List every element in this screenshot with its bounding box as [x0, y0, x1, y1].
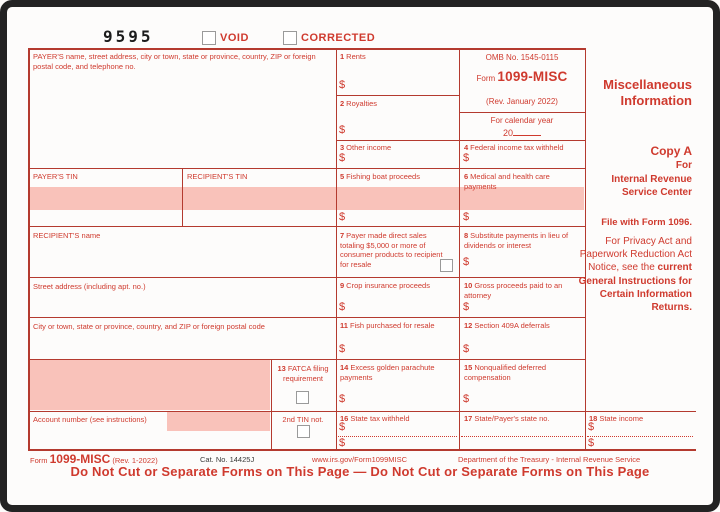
box-4-dollar-sign: $ [463, 152, 470, 164]
calendar-year-entry[interactable] [461, 126, 583, 138]
grid-line [459, 112, 585, 113]
box-5-dollar-sign: $ [339, 211, 346, 223]
box-3-label: 3 Other income [340, 143, 392, 152]
grid-line [28, 449, 696, 451]
box-1-dollar-sign: $ [339, 79, 346, 91]
box-number: 1 [340, 52, 345, 61]
footer-form-revision: (Rev. 1-2022) [112, 456, 158, 465]
box-16-dollar-sign: $ [339, 421, 346, 433]
copy-a-destination: Internal Revenue Service Center [611, 174, 692, 198]
box-10-label: 10 Gross proceeds paid to an attorney [464, 281, 563, 300]
box-12-dollar-sign: $ [463, 343, 470, 355]
box-14-dollar-sign: $ [339, 393, 346, 405]
box-4-label: 4 Federal income tax withheld [464, 143, 564, 152]
void-checkbox[interactable] [202, 31, 216, 45]
entry-dotted-line [587, 436, 693, 437]
box-2-label: 2 Royalties [340, 99, 378, 108]
form-number: 1099-MISC [497, 69, 568, 84]
grid-line [459, 48, 460, 451]
street-address-label: Street address (including apt. no.) [33, 282, 146, 291]
recipient-tin-label: RECIPIENT'S TIN [187, 172, 248, 181]
box-13-label: 13 FATCA filing requirement [277, 364, 329, 383]
city-label: City or town, state or province, country, and ZIP or foreign postal code [33, 322, 265, 331]
box-17-label: 17 State/Payer's state no. [464, 414, 550, 423]
box-8-dollar-sign: $ [463, 256, 470, 268]
box-11-label: 11 Fish purchased for resale [340, 321, 435, 330]
box-15-dollar-sign: $ [463, 393, 470, 405]
box-number: 2 [340, 99, 345, 108]
print-control-code: 9595 [103, 27, 154, 46]
grid-line [271, 359, 272, 451]
privacy-notice [576, 235, 692, 314]
copy-a-label: Copy A [650, 144, 692, 158]
entry-dotted-line [461, 436, 583, 437]
grid-line [28, 277, 586, 278]
irs-url: www.irs.gov/Form1099MISC [312, 455, 408, 464]
payer-info-label: PAYER'S name, street address, city or town, state or province, country, ZIP or foreign postal code, and telephone no. [33, 52, 316, 71]
grid-line [28, 48, 586, 50]
year-prefix: 20 [502, 128, 513, 138]
grid-line [336, 48, 337, 451]
calendar-year-label: For calendar year [490, 116, 554, 125]
entry-dotted-line [338, 436, 457, 437]
box-16-label: 16 State tax withheld [340, 414, 410, 423]
grid-line [28, 317, 586, 318]
form-word: Form [476, 74, 496, 83]
void-label: VOID [220, 32, 249, 44]
box-12-label: 12 Section 409A deferrals [464, 321, 550, 330]
account-number-shaded-field[interactable] [167, 412, 270, 431]
grid-line [336, 140, 585, 141]
shaded-block-lower-left[interactable] [29, 360, 270, 410]
box-7-checkbox[interactable] [440, 259, 453, 272]
privacy-notice-bold: current General Instructions for Certain Information Returns. [578, 262, 692, 314]
account-number-label: Account number (see instructions) [33, 415, 147, 424]
form-number-heading [461, 69, 583, 84]
box-15-label: 15 Nonqualified deferred compensation [464, 363, 547, 382]
grid-line [28, 411, 696, 412]
box-11-dollar-sign: $ [339, 343, 346, 355]
grid-line [28, 226, 586, 227]
box-8-label: 8 Substitute payments in lieu of dividends or interest [464, 231, 569, 250]
second-tin-checkbox[interactable] [297, 425, 310, 438]
fatca-checkbox[interactable] [296, 391, 309, 404]
corrected-label: CORRECTED [301, 32, 376, 44]
box-5-label: 5 Fishing boat proceeds [340, 172, 420, 181]
second-tin-label: 2nd TIN not. [282, 415, 324, 424]
box-6-dollar-sign: $ [463, 211, 470, 223]
footer-form-word: Form [30, 456, 48, 465]
privacy-notice-normal: For Privacy Act and Paperwork Reduction Act Notice, see the [579, 236, 692, 274]
corrected-checkbox[interactable] [283, 31, 297, 45]
box-7-label: 7 Payer made direct sales totaling $5,000 or more of consumer products to recipient for resale [340, 231, 443, 269]
treasury-label: Department of the Treasury - Internal Revenue Service [458, 455, 641, 464]
footer-form-number: 1099-MISC [49, 452, 111, 466]
file-with-form-1096: File with Form 1096. [601, 217, 692, 228]
grid-line [336, 95, 459, 96]
catalog-number: Cat. No. 14425J [200, 455, 255, 464]
year-blank-line[interactable] [513, 126, 541, 136]
box-1-label: 1 Rents [340, 52, 366, 61]
form-title: Miscellaneous Information [603, 77, 692, 108]
box-3-dollar-sign: $ [339, 152, 346, 164]
box-18-dollar-sign-2: $ [588, 437, 595, 449]
copy-a-for: For [675, 160, 692, 171]
box-9-dollar-sign: $ [339, 301, 346, 313]
box-2-dollar-sign: $ [339, 124, 346, 136]
box-10-dollar-sign: $ [463, 301, 470, 313]
box-6-label: 6 Medical and health care payments [464, 172, 550, 191]
grid-line [182, 168, 183, 226]
box-18-dollar-sign: $ [588, 421, 595, 433]
omb-number: OMB No. 1545-0115 [485, 53, 559, 62]
form-revision: (Rev. January 2022) [486, 97, 558, 106]
recipient-name-label: RECIPIENT'S name [33, 231, 101, 240]
payer-tin-label: PAYER'S TIN [33, 172, 78, 181]
box-16-dollar-sign-2: $ [339, 437, 346, 449]
box-18-label: 18 State income [589, 414, 644, 423]
box-14-label: 14 Excess golden parachute payments [340, 363, 435, 382]
grid-line [28, 168, 586, 169]
grid-line [28, 48, 30, 451]
grid-line [28, 359, 586, 360]
do-not-cut-banner: Do Not Cut or Separate Forms on This Page — Do Not Cut or Separate Forms on This Page [70, 464, 650, 479]
box-9-label: 9 Crop insurance proceeds [340, 281, 430, 290]
